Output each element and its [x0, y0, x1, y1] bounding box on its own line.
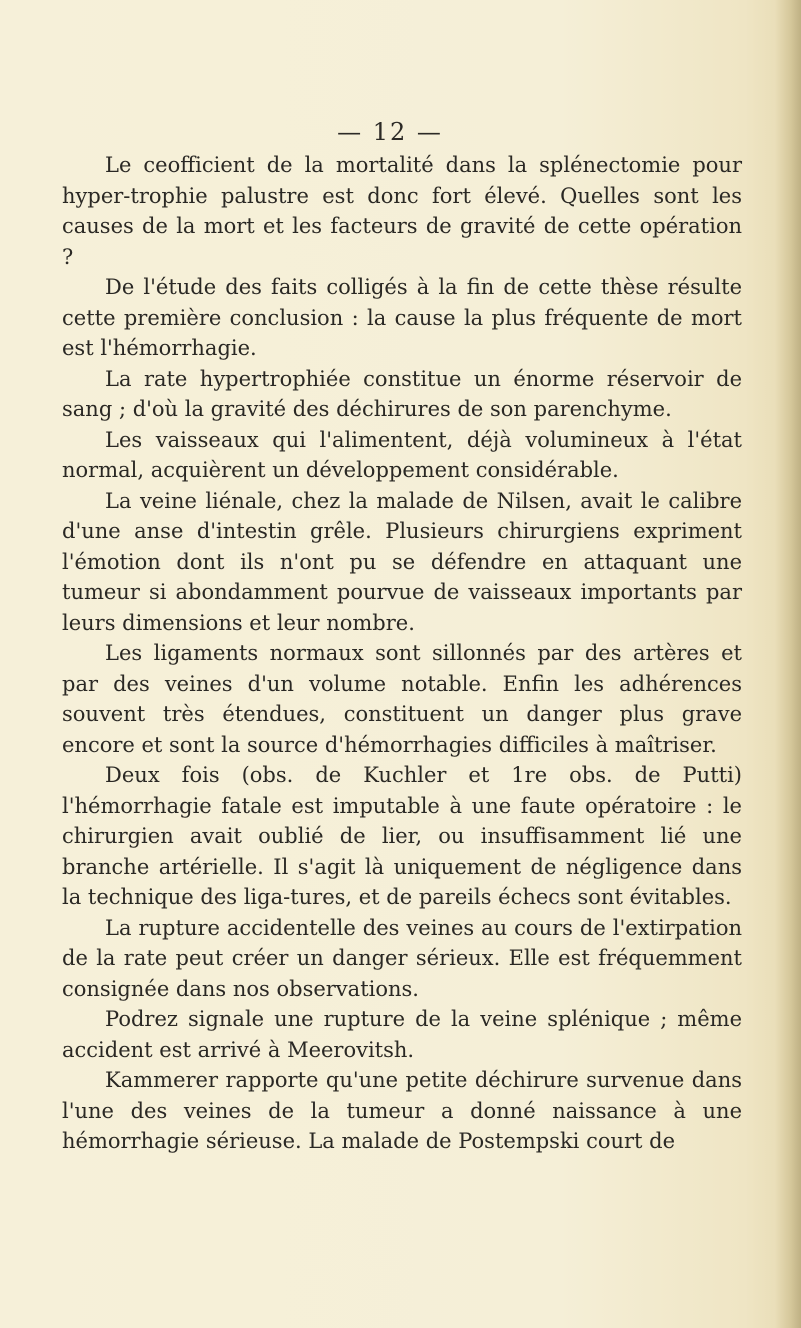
paragraph: Les ligaments normaux sont sillonnés par des artères et par des veines d'un volume notable. Enfin les adhérences souvent très étendues, constituent un danger plus grave encore et sont la source d'hémorrhagies difficiles à maîtriser. [62, 641, 742, 757]
paragraph: La rate hypertrophiée constitue un énorme réservoir de sang ; d'où la gravité des déchirures de son parenchyme. [62, 366, 742, 421]
paragraph: Deux fois (obs. de Kuchler et 1re obs. de Putti) l'hémorrhagie fatale est imputable à une faute opératoire : le chirurgien avait oublié de lier, ou insuffisamment lié une branche artérielle. Il s'agit là uniquement de négligence dans la technique des liga-tures, et de pareils échecs sont évitables. [62, 763, 742, 909]
page-edge-shadow [775, 0, 801, 1328]
paragraph: De l'étude des faits colligés à la fin de cette thèse résulte cette première conclusion : la cause la plus fréquente de mort est l'hémorrhagie. [62, 275, 742, 360]
paragraph: Le ceofficient de la mortalité dans la splénectomie pour hyper-trophie palustre est donc fort élevé. Quelles sont les causes de la mort et les facteurs de gravité de cette opération ? [62, 153, 742, 269]
page-number: — 12 — [337, 118, 443, 146]
paragraph: Kammerer rapporte qu'une petite déchirure survenue dans l'une des veines de la tumeur a donné naissance à une hémorrhagie sérieuse. La malade de Postempski court de [62, 1068, 742, 1153]
paragraph: La rupture accidentelle des veines au cours de l'extirpation de la rate peut créer un danger sérieux. Elle est fréquemment consignée dans nos observations. [62, 915, 742, 1001]
paragraph: La veine liénale, chez la malade de Nilsen, avait le calibre d'une anse d'intestin grêle. Plusieurs chirurgiens expriment l'émotion dont ils n'ont pu se défendre en attaquant une tumeur si abondamment pourvue de vaisseaux importants par leurs dimensions et leur nombre. [62, 488, 742, 635]
paragraph: Les vaisseaux qui l'alimentent, déjà volumineux à l'état normal, acquièrent un développement considérable. [62, 427, 742, 482]
body-text [62, 150, 742, 1157]
paragraph: Podrez signale une rupture de la veine splénique ; même accident est arrivé à Meerovitsh. [62, 1007, 742, 1062]
